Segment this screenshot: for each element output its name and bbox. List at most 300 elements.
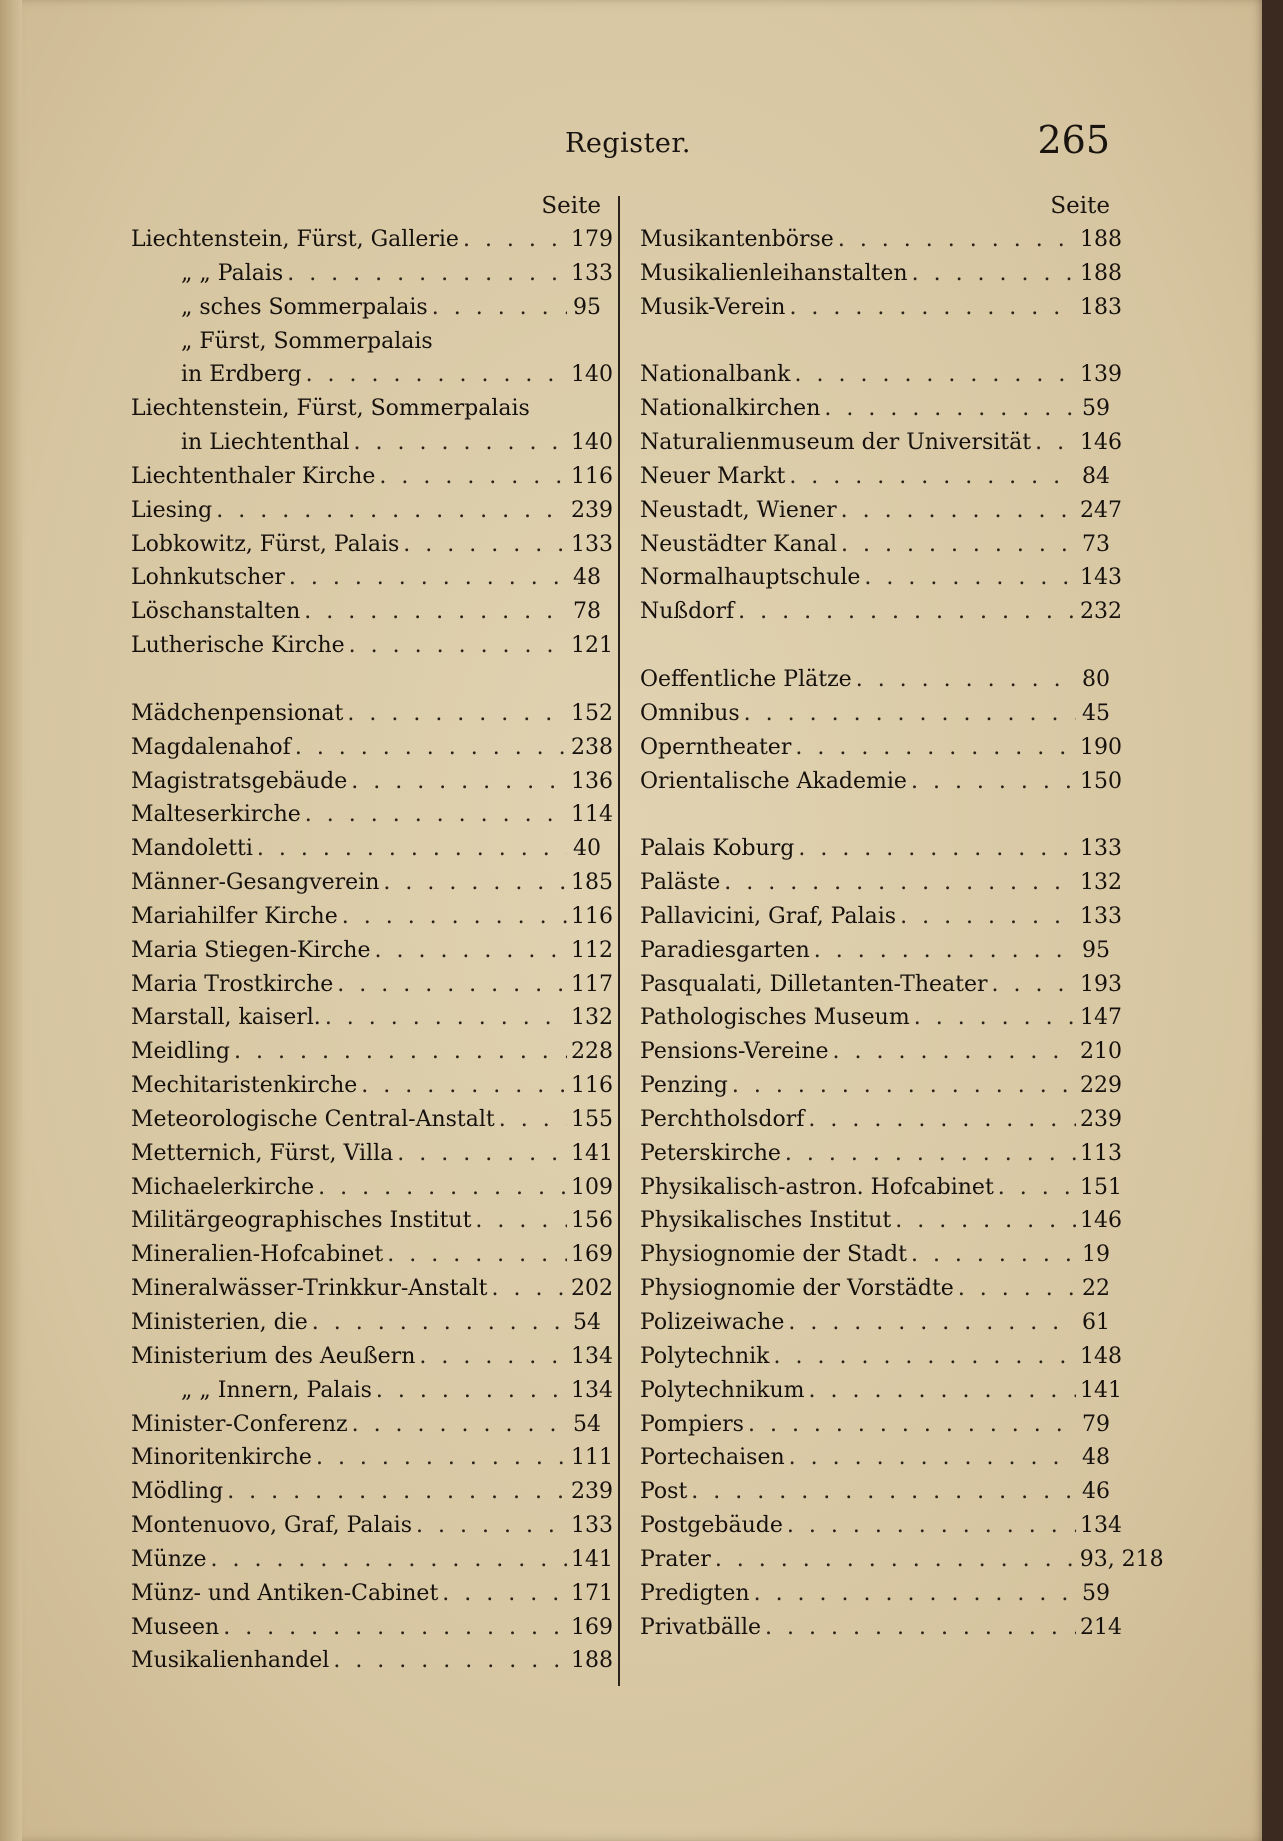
section-gap <box>131 663 601 697</box>
index-entry <box>640 1238 1110 1272</box>
dot-leader <box>864 561 1076 595</box>
index-entry <box>640 1441 1110 1475</box>
entry-page-number: 48 <box>573 565 601 591</box>
column-divider <box>618 196 620 1686</box>
entry-page-number: 59 <box>1082 396 1110 422</box>
dot-leader <box>223 1611 567 1645</box>
entry-page-number: 247 <box>1080 497 1122 523</box>
index-entry <box>131 1475 613 1509</box>
index-entry <box>131 1441 613 1475</box>
entry-page-number: 179 <box>571 227 613 252</box>
dot-leader <box>227 1475 567 1509</box>
entry-label: Physiognomie der Vorstädte <box>640 1276 954 1302</box>
index-entry <box>131 629 613 663</box>
dot-leader <box>809 1374 1076 1408</box>
index-entry <box>640 358 1122 392</box>
index-entry <box>640 1509 1122 1543</box>
dot-leader <box>744 697 1076 731</box>
dot-leader <box>798 832 1076 866</box>
index-entry <box>640 1171 1122 1205</box>
index-entry <box>640 595 1122 629</box>
index-entry <box>131 291 601 325</box>
entry-label: Neustadt, Wiener <box>640 497 837 523</box>
entry-page-number: 185 <box>571 870 613 896</box>
index-entry <box>131 595 601 629</box>
dot-leader <box>419 1340 567 1374</box>
entry-page-number: 133 <box>571 1513 613 1539</box>
entry-page-number: 146 <box>1080 430 1122 456</box>
index-entry <box>131 798 613 832</box>
dot-leader <box>347 697 567 731</box>
entry-page-number: 133 <box>1080 903 1122 929</box>
entry-label: Michaelerkirche <box>131 1174 315 1200</box>
entry-page-number: 132 <box>571 1005 613 1031</box>
entry-label: Liechtenthaler Kirche <box>131 463 376 489</box>
entry-list-right <box>640 223 1164 1644</box>
entry-label: Münze <box>131 1546 207 1572</box>
dot-leader <box>911 1238 1076 1272</box>
dot-leader <box>789 460 1076 494</box>
entry-page-number: 22 <box>1082 1276 1110 1302</box>
dot-leader <box>958 1272 1076 1306</box>
index-entry <box>131 223 613 257</box>
dot-leader <box>808 1103 1076 1137</box>
entry-label: Musikalienleihanstalten <box>640 260 908 286</box>
index-entry <box>640 1543 1164 1577</box>
index-column-left <box>131 193 613 1678</box>
entry-page-number: 210 <box>1080 1039 1122 1065</box>
entry-page-number: 93, 218 <box>1079 1546 1164 1572</box>
index-entry <box>640 731 1122 765</box>
index-entry <box>131 528 613 562</box>
index-column-right <box>640 193 1164 1644</box>
index-entry <box>131 1272 613 1306</box>
index-entry <box>640 934 1110 968</box>
entry-label: Löschanstalten <box>131 599 301 625</box>
dot-leader <box>998 1171 1076 1205</box>
index-entry <box>640 1611 1122 1645</box>
index-entry <box>131 1340 613 1374</box>
dot-leader <box>354 426 567 460</box>
entry-page-number: 229 <box>1080 1073 1122 1099</box>
dot-leader <box>814 934 1076 968</box>
entry-label: Mechitaristenkirche <box>131 1073 358 1099</box>
index-entry <box>131 494 613 528</box>
entry-label: Meteorologische Central-Anstalt <box>131 1106 495 1132</box>
index-entry <box>131 561 601 595</box>
dot-leader <box>911 765 1076 799</box>
index-entry <box>131 900 613 934</box>
entry-page-number: 48 <box>1082 1445 1110 1471</box>
entry-label: Lutherische Kirche <box>131 633 345 659</box>
dot-leader <box>788 1306 1076 1340</box>
dot-leader <box>374 934 567 968</box>
entry-page-number: 169 <box>571 1614 613 1640</box>
dot-leader <box>785 1137 1076 1171</box>
section-gap <box>640 325 1110 359</box>
index-entry <box>131 1001 613 1035</box>
index-entry <box>131 1171 613 1205</box>
dot-leader <box>895 1204 1076 1238</box>
dot-leader <box>824 392 1076 426</box>
dot-leader <box>304 595 567 629</box>
entry-label: Mandoletti <box>131 836 253 862</box>
entry-page-number: 95 <box>573 294 601 320</box>
dot-leader <box>715 1543 1076 1577</box>
entry-label: Privatbälle <box>640 1614 762 1640</box>
entry-page-number: 79 <box>1082 1411 1110 1437</box>
entry-label: Magdalenahof <box>131 734 291 760</box>
dot-leader <box>1035 426 1076 460</box>
entry-page-number: 61 <box>1082 1310 1110 1335</box>
index-entry <box>131 1408 601 1442</box>
index-entry <box>640 1001 1122 1035</box>
entry-page-number: 84 <box>1082 463 1110 489</box>
index-entry <box>640 426 1122 460</box>
entry-page-number: 134 <box>571 1377 613 1403</box>
dot-leader <box>463 223 567 257</box>
entry-label: Operntheater <box>640 734 792 760</box>
entry-label: „ „ Innern, Palais <box>181 1377 372 1403</box>
dot-leader <box>234 1035 567 1069</box>
dot-leader <box>387 1238 567 1272</box>
entry-label: Nußdorf <box>640 599 735 625</box>
entry-label: Mineralwässer-Trinkkur-Anstalt <box>131 1276 488 1302</box>
index-entry <box>131 1103 613 1137</box>
entry-page-number: 114 <box>571 802 613 828</box>
dot-leader <box>774 1340 1076 1374</box>
entry-label: „ sches Sommerpalais <box>181 294 428 320</box>
entry-label: Ministerium des Aeußern <box>131 1343 416 1369</box>
entry-label: Marstall, kaiserl. <box>131 1005 321 1031</box>
entry-page-number: 152 <box>571 700 613 726</box>
entry-label: Omnibus <box>640 700 740 726</box>
entry-label: Musikantenbörse <box>640 227 834 252</box>
index-entry <box>640 257 1122 291</box>
entry-label: Montenuovo, Graf, Palais <box>131 1513 413 1539</box>
dot-leader <box>499 1103 567 1137</box>
index-entry <box>131 1069 613 1103</box>
entry-label: Ministerien, die <box>131 1310 308 1335</box>
dot-leader <box>841 528 1076 562</box>
dot-leader <box>914 1001 1076 1035</box>
entry-page-number: 112 <box>571 937 613 963</box>
dot-leader <box>833 1035 1076 1069</box>
running-title: Register. <box>565 128 691 159</box>
entry-label: Naturalienmuseum der Universität <box>640 430 1032 456</box>
entry-page-number: 139 <box>1080 362 1122 388</box>
entry-page-number: 143 <box>1080 565 1122 591</box>
entry-page-number: 146 <box>1080 1208 1122 1234</box>
entry-page-number: 59 <box>1082 1580 1110 1606</box>
dot-leader <box>312 1306 567 1340</box>
entry-label: Pensions-Vereine <box>640 1039 829 1065</box>
entry-page-number: 188 <box>1080 227 1122 252</box>
dot-leader <box>856 663 1076 697</box>
entry-page-number: 214 <box>1080 1614 1122 1640</box>
entry-label: Maria Trostkirche <box>131 971 334 997</box>
dot-leader <box>795 358 1076 392</box>
entry-label: Lobkowitz, Fürst, Palais <box>131 531 400 557</box>
dot-leader <box>361 1069 567 1103</box>
index-entry <box>640 1340 1122 1374</box>
entry-label: Militärgeographisches Institut <box>131 1208 472 1234</box>
entry-label: Palais Koburg <box>640 836 795 862</box>
entry-label: Polytechnikum <box>640 1377 805 1403</box>
dot-leader <box>376 1374 567 1408</box>
entry-page-number: 121 <box>571 633 613 659</box>
entry-label: Orientalische Akademie <box>640 768 907 794</box>
index-entry <box>131 257 613 291</box>
entry-label: Penzing <box>640 1073 728 1099</box>
entry-page-number: 116 <box>571 903 613 929</box>
entry-label: Neuer Markt <box>640 463 786 489</box>
index-entry <box>131 1611 613 1645</box>
entry-label: Physiognomie der Stadt <box>640 1242 907 1268</box>
dot-leader <box>992 968 1076 1002</box>
entry-page-number: 133 <box>1080 836 1122 862</box>
entry-label: Musik-Verein <box>640 294 786 320</box>
section-gap <box>640 798 1110 832</box>
entry-label: Predigten <box>640 1580 750 1606</box>
entry-page-number: 19 <box>1082 1242 1110 1268</box>
entry-page-number: 141 <box>1080 1377 1122 1403</box>
entry-page-number: 132 <box>1080 870 1122 896</box>
dot-leader <box>724 866 1076 900</box>
dot-leader <box>342 900 567 934</box>
entry-label: Paradiesgarten <box>640 937 810 963</box>
index-entry <box>131 426 613 460</box>
entry-label: Peterskirche <box>640 1140 781 1166</box>
entry-page-number: 188 <box>571 1648 613 1674</box>
dot-leader <box>789 291 1076 325</box>
dot-leader <box>738 595 1076 629</box>
entry-label: Oeffentliche Plätze <box>640 666 852 692</box>
index-entry <box>640 1408 1110 1442</box>
dot-leader <box>795 731 1076 765</box>
entry-page-number: 239 <box>1080 1106 1122 1132</box>
entry-label: Perchtholsdorf <box>640 1106 805 1132</box>
entry-label: Männer-Gesangverein <box>131 870 380 896</box>
index-entry <box>640 1306 1110 1340</box>
entry-page-number: 140 <box>571 430 613 456</box>
index-entry <box>131 358 613 392</box>
entry-label: Pompiers <box>640 1411 744 1437</box>
index-entry <box>640 494 1122 528</box>
entry-label: Meidling <box>131 1039 230 1065</box>
entry-label: Mödling <box>131 1479 224 1505</box>
index-entry <box>640 866 1122 900</box>
entry-page-number: 239 <box>571 1479 613 1505</box>
dot-leader <box>379 460 567 494</box>
entry-label: Physikalisch-astron. Hofcabinet <box>640 1174 994 1200</box>
dot-leader <box>289 561 567 595</box>
entry-label: Mineralien-Hofcabinet <box>131 1242 384 1268</box>
entry-label: Maria Stiegen-Kirche <box>131 937 371 963</box>
entry-label: Normalhauptschule <box>640 565 861 591</box>
dot-leader <box>732 1069 1076 1103</box>
index-entry <box>640 832 1122 866</box>
entry-label: Neustädter Kanal <box>640 531 838 557</box>
entry-label: Museen <box>131 1614 220 1640</box>
dot-leader <box>287 257 567 291</box>
dot-leader <box>787 1509 1076 1543</box>
dot-leader <box>325 1001 567 1035</box>
index-entry <box>131 1306 601 1340</box>
index-entry <box>640 1103 1122 1137</box>
index-entry <box>131 1543 613 1577</box>
index-entry <box>640 1272 1110 1306</box>
entry-label: Nationalbank <box>640 362 791 388</box>
entry-label: Minoritenkirche <box>131 1445 312 1471</box>
entry-page-number: 133 <box>571 531 613 557</box>
entry-page-number: 169 <box>571 1242 613 1268</box>
entry-label: Musikalienhandel <box>131 1648 330 1674</box>
entry-label: Liechtenstein, Fürst, Sommerpalais <box>131 396 530 422</box>
entry-label: Nationalkirchen <box>640 396 821 422</box>
dot-leader <box>691 1475 1076 1509</box>
index-entry <box>131 1374 613 1408</box>
entry-label: Physikalisches Institut <box>640 1208 892 1234</box>
dot-leader <box>789 1441 1076 1475</box>
entry-page-number: 113 <box>1080 1140 1122 1166</box>
dot-leader <box>754 1577 1076 1611</box>
entry-page-number: 54 <box>573 1310 601 1335</box>
entry-page-number: 239 <box>571 497 613 523</box>
index-entry <box>131 968 613 1002</box>
column-heading-right: Seite <box>1050 193 1110 219</box>
entry-page-number: 109 <box>571 1174 613 1200</box>
dot-leader <box>841 494 1076 528</box>
dot-leader <box>838 223 1076 257</box>
entry-label: Pathologisches Museum <box>640 1005 910 1031</box>
index-entry <box>640 1204 1122 1238</box>
page-header <box>130 118 1110 168</box>
index-entry <box>131 1238 613 1272</box>
index-entry <box>131 1137 613 1171</box>
index-entry <box>640 1069 1122 1103</box>
entry-label: Post <box>640 1479 688 1505</box>
entry-label: Minister-Conferenz <box>131 1411 348 1437</box>
entry-page-number: 183 <box>1080 294 1122 320</box>
entry-page-number: 40 <box>573 836 601 862</box>
entry-page-number: 116 <box>571 1073 613 1099</box>
entry-label: in Erdberg <box>181 362 302 388</box>
entry-page-number: 202 <box>571 1276 613 1302</box>
entry-page-number: 148 <box>1080 1343 1122 1369</box>
entry-label: Prater <box>640 1546 711 1572</box>
entry-label: Paläste <box>640 870 721 896</box>
dot-leader <box>295 731 567 765</box>
entry-page-number: 190 <box>1080 734 1122 760</box>
dot-leader <box>442 1577 567 1611</box>
entry-page-number: 140 <box>571 362 613 388</box>
index-entry <box>131 1035 613 1069</box>
entry-page-number: 156 <box>571 1208 613 1234</box>
dot-leader <box>912 257 1076 291</box>
dot-leader <box>432 291 567 325</box>
entry-page-number: 232 <box>1080 599 1122 625</box>
index-entry <box>640 765 1122 799</box>
entry-page-number: 116 <box>571 463 613 489</box>
entry-page-number: 73 <box>1082 531 1110 557</box>
index-entry <box>131 1204 613 1238</box>
entry-page-number: 155 <box>571 1106 613 1132</box>
index-entry <box>131 460 613 494</box>
index-entry <box>640 1035 1122 1069</box>
dot-leader <box>403 528 567 562</box>
index-entry <box>131 731 613 765</box>
dot-leader <box>318 1171 567 1205</box>
dot-leader <box>316 1441 567 1475</box>
index-entry <box>640 1374 1122 1408</box>
entry-page-number: 111 <box>571 1445 613 1471</box>
index-entry <box>131 1509 613 1543</box>
dot-leader <box>416 1509 567 1543</box>
entry-label: Pallavicini, Graf, Palais <box>640 903 897 929</box>
entry-page-number: 141 <box>571 1140 613 1166</box>
index-entry <box>640 697 1110 731</box>
entry-page-number: 228 <box>571 1039 613 1065</box>
index-entry <box>640 460 1110 494</box>
entry-page-number: 133 <box>571 260 613 286</box>
index-entry <box>640 392 1110 426</box>
dot-leader <box>349 629 567 663</box>
dot-leader <box>351 765 567 799</box>
index-entry <box>640 223 1122 257</box>
index-entry <box>640 1577 1110 1611</box>
entry-page-number: 136 <box>571 768 613 794</box>
entry-page-number: 134 <box>1080 1513 1122 1539</box>
entry-page-number: 80 <box>1082 666 1110 692</box>
dot-leader <box>765 1611 1076 1645</box>
index-entry <box>131 1577 613 1611</box>
entry-label: Postgebäude <box>640 1513 783 1539</box>
page-number: 265 <box>1037 118 1110 162</box>
entry-page-number: 54 <box>573 1411 601 1437</box>
index-entry <box>131 765 613 799</box>
entry-label: Polytechnik <box>640 1343 770 1369</box>
index-entry <box>640 528 1110 562</box>
index-entry <box>131 1644 613 1678</box>
entry-label: Mädchenpensionat <box>131 700 344 726</box>
entry-page-number: 150 <box>1080 768 1122 794</box>
index-entry <box>640 1475 1110 1509</box>
index-entry <box>131 392 601 426</box>
dot-leader <box>397 1137 567 1171</box>
entry-page-number: 193 <box>1080 971 1122 997</box>
entry-label: Malteserkirche <box>131 802 301 828</box>
entry-list-left <box>131 223 613 1678</box>
index-entry <box>131 832 601 866</box>
index-entry <box>131 934 613 968</box>
entry-page-number: 46 <box>1082 1479 1110 1505</box>
entry-label: Metternich, Fürst, Villa <box>131 1140 394 1166</box>
entry-label: Liechtenstein, Fürst, Gallerie <box>131 227 459 252</box>
dot-leader <box>305 798 567 832</box>
index-entry <box>640 900 1122 934</box>
entry-page-number: 147 <box>1080 1005 1122 1031</box>
dot-leader <box>492 1272 568 1306</box>
entry-label: Münz- und Antiken-Cabinet <box>131 1580 439 1606</box>
entry-page-number: 238 <box>571 734 613 760</box>
binding-edge <box>0 0 22 1841</box>
index-entry <box>640 291 1122 325</box>
index-entry <box>131 866 613 900</box>
entry-label: Portechaisen <box>640 1445 785 1471</box>
entry-page-number: 141 <box>571 1546 613 1572</box>
dot-leader <box>337 968 567 1002</box>
